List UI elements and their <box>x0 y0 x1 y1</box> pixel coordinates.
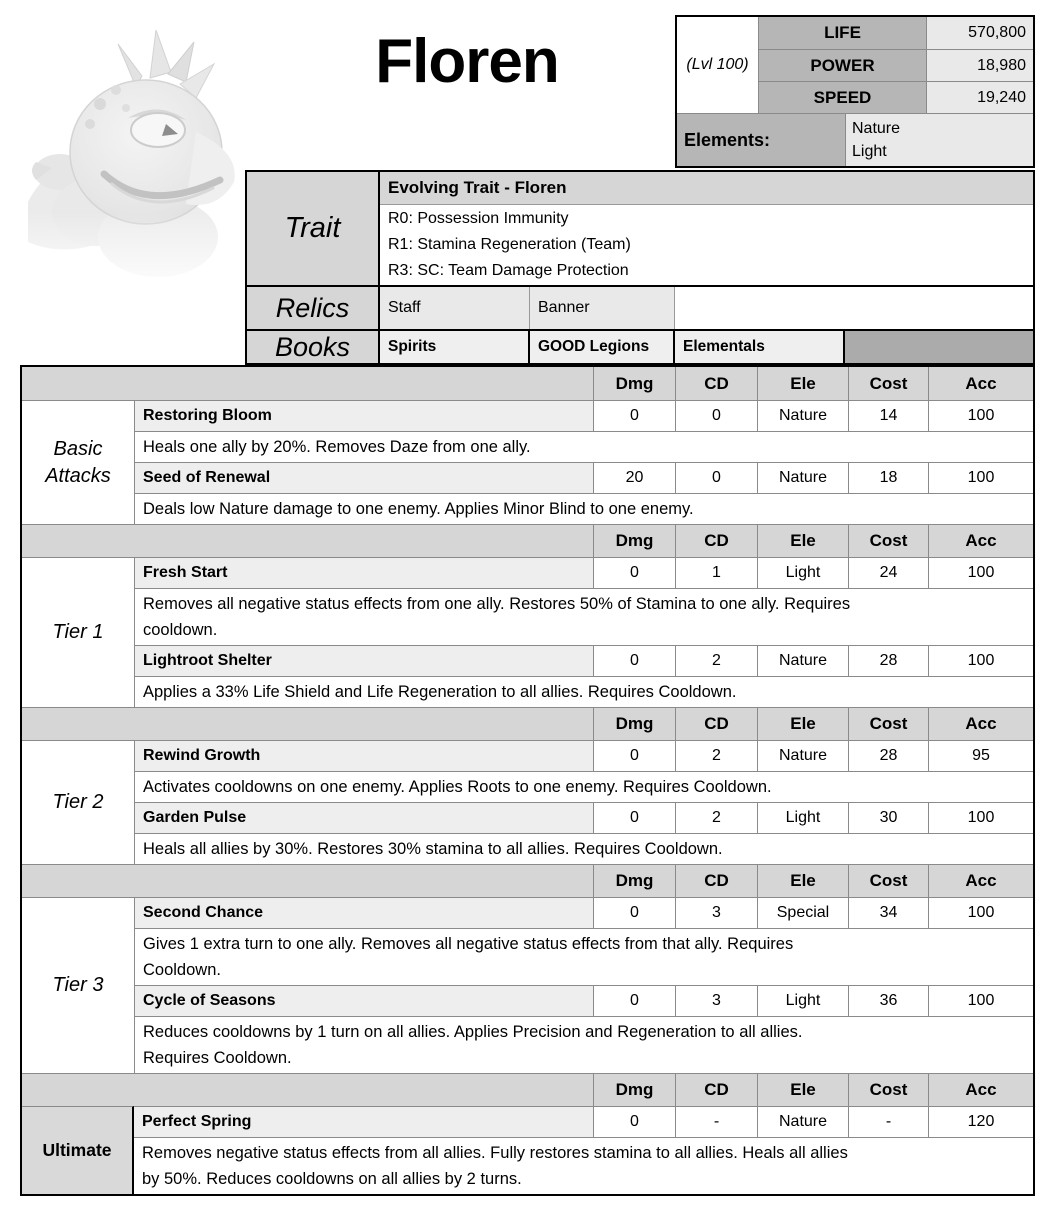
section-label: Ultimate <box>22 1106 134 1194</box>
skill-cd: 3 <box>675 897 757 928</box>
section-body <box>22 557 1033 707</box>
column-header-spacer <box>22 1074 593 1106</box>
skill-name: Garden Pulse <box>134 802 593 833</box>
skill-acc: 100 <box>928 897 1033 928</box>
books-empty-cell <box>845 331 1033 363</box>
skill-cd: 3 <box>675 985 757 1016</box>
section-label: Basic Attacks <box>22 400 134 524</box>
column-header-cost: Cost <box>848 1074 928 1106</box>
skill-description: Heals one ally by 20%. Removes Daze from one ally. <box>134 431 1033 462</box>
skill-name: Restoring Bloom <box>134 400 593 431</box>
column-header-cd: CD <box>675 525 757 557</box>
skill-description: Removes all negative status effects from one ally. Restores 50% of Stamina to one ally. Requires cooldown. <box>134 588 1033 645</box>
skill-acc: 120 <box>928 1106 1033 1137</box>
skill-ele: Light <box>757 802 848 833</box>
relics-empty-cell <box>675 287 1033 329</box>
skill-name: Cycle of Seasons <box>134 985 593 1016</box>
skill-ele: Nature <box>757 645 848 676</box>
column-header-cd: CD <box>675 708 757 740</box>
column-header-spacer <box>22 367 593 400</box>
section-tier-2 <box>22 707 1033 864</box>
column-header-acc: Acc <box>928 1074 1033 1106</box>
elements-label: Elements: <box>677 114 845 166</box>
skill-description: Gives 1 extra turn to one ally. Removes all negative status effects from that ally. Requires Cooldown. <box>134 928 1033 985</box>
stat-label-power: POWER <box>758 49 926 81</box>
column-header-ele: Ele <box>757 525 848 557</box>
relics-label: Relics <box>247 287 380 329</box>
skill-acc: 100 <box>928 985 1033 1016</box>
skill-description: Reduces cooldowns by 1 turn on all allies. Applies Precision and Regeneration to all allies. Requires Cooldown. <box>134 1016 1033 1073</box>
element-light: Light <box>852 143 887 160</box>
column-header-ele: Ele <box>757 367 848 400</box>
trait-table <box>245 170 1035 365</box>
section-body <box>22 740 1033 864</box>
skill-description: Deals low Nature damage to one enemy. Applies Minor Blind to one enemy. <box>134 493 1033 524</box>
skill-dmg: 0 <box>593 1106 675 1137</box>
section-label: Tier 2 <box>22 740 134 864</box>
column-header-ele: Ele <box>757 1074 848 1106</box>
column-header-row <box>22 864 1033 897</box>
skill-acc: 95 <box>928 740 1033 771</box>
skill-cost: 36 <box>848 985 928 1016</box>
skill-description: Activates cooldowns on one enemy. Applies Roots to one enemy. Requires Cooldown. <box>134 771 1033 802</box>
books-row <box>247 329 1033 363</box>
skill-dmg: 0 <box>593 645 675 676</box>
column-header-acc: Acc <box>928 525 1033 557</box>
relics-row <box>247 285 1033 329</box>
column-header-dmg: Dmg <box>593 367 675 400</box>
skill-dmg: 0 <box>593 740 675 771</box>
skill-name: Rewind Growth <box>134 740 593 771</box>
skill-acc: 100 <box>928 462 1033 493</box>
skill-cost: - <box>848 1106 928 1137</box>
skill-acc: 100 <box>928 400 1033 431</box>
skill-cd: 2 <box>675 802 757 833</box>
skill-ele: Nature <box>757 740 848 771</box>
section-body <box>22 400 1033 524</box>
skill-ele: Nature <box>757 400 848 431</box>
book-item: Elementals <box>675 331 845 363</box>
trait-header: Evolving Trait - Floren <box>380 172 1033 205</box>
column-header-ele: Ele <box>757 708 848 740</box>
column-header-cd: CD <box>675 865 757 897</box>
skill-name: Second Chance <box>134 897 593 928</box>
column-header-dmg: Dmg <box>593 865 675 897</box>
trait-ranks <box>380 205 1033 285</box>
section-tier-3 <box>22 864 1033 1073</box>
skill-cd: 2 <box>675 740 757 771</box>
skill-name: Fresh Start <box>134 557 593 588</box>
skill-name: Lightroot Shelter <box>134 645 593 676</box>
stats-table <box>675 15 1035 168</box>
column-header-row <box>22 707 1033 740</box>
skill-description: Heals all allies by 30%. Restores 30% stamina to all allies. Requires Cooldown. <box>134 833 1033 864</box>
skill-acc: 100 <box>928 557 1033 588</box>
section-label: Tier 3 <box>22 897 134 1073</box>
trait-rank-line-2: R3: SC: Team Damage Protection <box>388 262 629 279</box>
skill-ele: Nature <box>757 462 848 493</box>
stat-label-life: LIFE <box>758 17 926 49</box>
section-tier-1 <box>22 524 1033 707</box>
column-header-ele: Ele <box>757 865 848 897</box>
column-header-row <box>22 524 1033 557</box>
column-header-acc: Acc <box>928 708 1033 740</box>
stat-value-life: 570,800 <box>926 17 1033 49</box>
section-ultimate <box>22 1073 1033 1194</box>
skill-description: Removes negative status effects from all allies. Fully restores stamina to all allies. Heals all allies by 50%. Reduces cooldowns on all allies by 2 turns. <box>134 1137 1033 1194</box>
elements-value <box>845 114 1033 166</box>
skill-ele: Light <box>757 557 848 588</box>
skill-cd: 2 <box>675 645 757 676</box>
skill-cd: 1 <box>675 557 757 588</box>
skills-table <box>20 365 1035 1196</box>
skill-cost: 28 <box>848 645 928 676</box>
column-header-acc: Acc <box>928 865 1033 897</box>
skill-dmg: 0 <box>593 802 675 833</box>
trait-rank-line-0: R0: Possession Immunity <box>388 210 569 227</box>
column-header-spacer <box>22 525 593 557</box>
skill-name: Seed of Renewal <box>134 462 593 493</box>
skill-dmg: 20 <box>593 462 675 493</box>
section-body <box>22 897 1033 1073</box>
skill-ele: Light <box>757 985 848 1016</box>
column-header-row <box>22 1073 1033 1106</box>
column-header-cost: Cost <box>848 367 928 400</box>
skill-dmg: 0 <box>593 985 675 1016</box>
stat-value-speed: 19,240 <box>926 81 1033 113</box>
skill-dmg: 0 <box>593 557 675 588</box>
relic-item: Banner <box>530 287 675 329</box>
column-header-dmg: Dmg <box>593 1074 675 1106</box>
book-item: Spirits <box>380 331 530 363</box>
section-body <box>22 1106 1033 1194</box>
level-label: (Lvl 100) <box>677 17 758 113</box>
skill-ele: Nature <box>757 1106 848 1137</box>
skill-dmg: 0 <box>593 897 675 928</box>
skill-acc: 100 <box>928 802 1033 833</box>
stats-grid <box>677 17 1033 113</box>
stat-label-speed: SPEED <box>758 81 926 113</box>
column-header-cd: CD <box>675 1074 757 1106</box>
column-header-cd: CD <box>675 367 757 400</box>
creature-image <box>8 12 260 297</box>
book-item: GOOD Legions <box>530 331 675 363</box>
relic-item: Staff <box>380 287 530 329</box>
skill-cd: - <box>675 1106 757 1137</box>
page-title: Floren <box>375 27 559 96</box>
skill-dmg: 0 <box>593 400 675 431</box>
section-basic-attacks <box>22 367 1033 524</box>
skill-cost: 34 <box>848 897 928 928</box>
column-header-acc: Acc <box>928 367 1033 400</box>
skill-name: Perfect Spring <box>134 1106 593 1137</box>
column-header-dmg: Dmg <box>593 525 675 557</box>
column-header-spacer <box>22 865 593 897</box>
trait-label: Trait <box>247 172 380 285</box>
column-header-spacer <box>22 708 593 740</box>
element-nature: Nature <box>852 120 901 137</box>
skill-cost: 30 <box>848 802 928 833</box>
skill-cost: 28 <box>848 740 928 771</box>
skill-acc: 100 <box>928 645 1033 676</box>
skill-cost: 14 <box>848 400 928 431</box>
column-header-cost: Cost <box>848 525 928 557</box>
column-header-dmg: Dmg <box>593 708 675 740</box>
column-header-cost: Cost <box>848 708 928 740</box>
skill-ele: Special <box>757 897 848 928</box>
stat-value-power: 18,980 <box>926 49 1033 81</box>
skill-cost: 18 <box>848 462 928 493</box>
trait-rank-line-1: R1: Stamina Regeneration (Team) <box>388 236 631 253</box>
books-label: Books <box>247 331 380 363</box>
skill-cd: 0 <box>675 462 757 493</box>
skill-description: Applies a 33% Life Shield and Life Regeneration to all allies. Requires Cooldown. <box>134 676 1033 707</box>
elements-row <box>677 113 1033 166</box>
section-label: Tier 1 <box>22 557 134 707</box>
skill-cd: 0 <box>675 400 757 431</box>
column-header-cost: Cost <box>848 865 928 897</box>
column-header-row <box>22 367 1033 400</box>
skill-cost: 24 <box>848 557 928 588</box>
